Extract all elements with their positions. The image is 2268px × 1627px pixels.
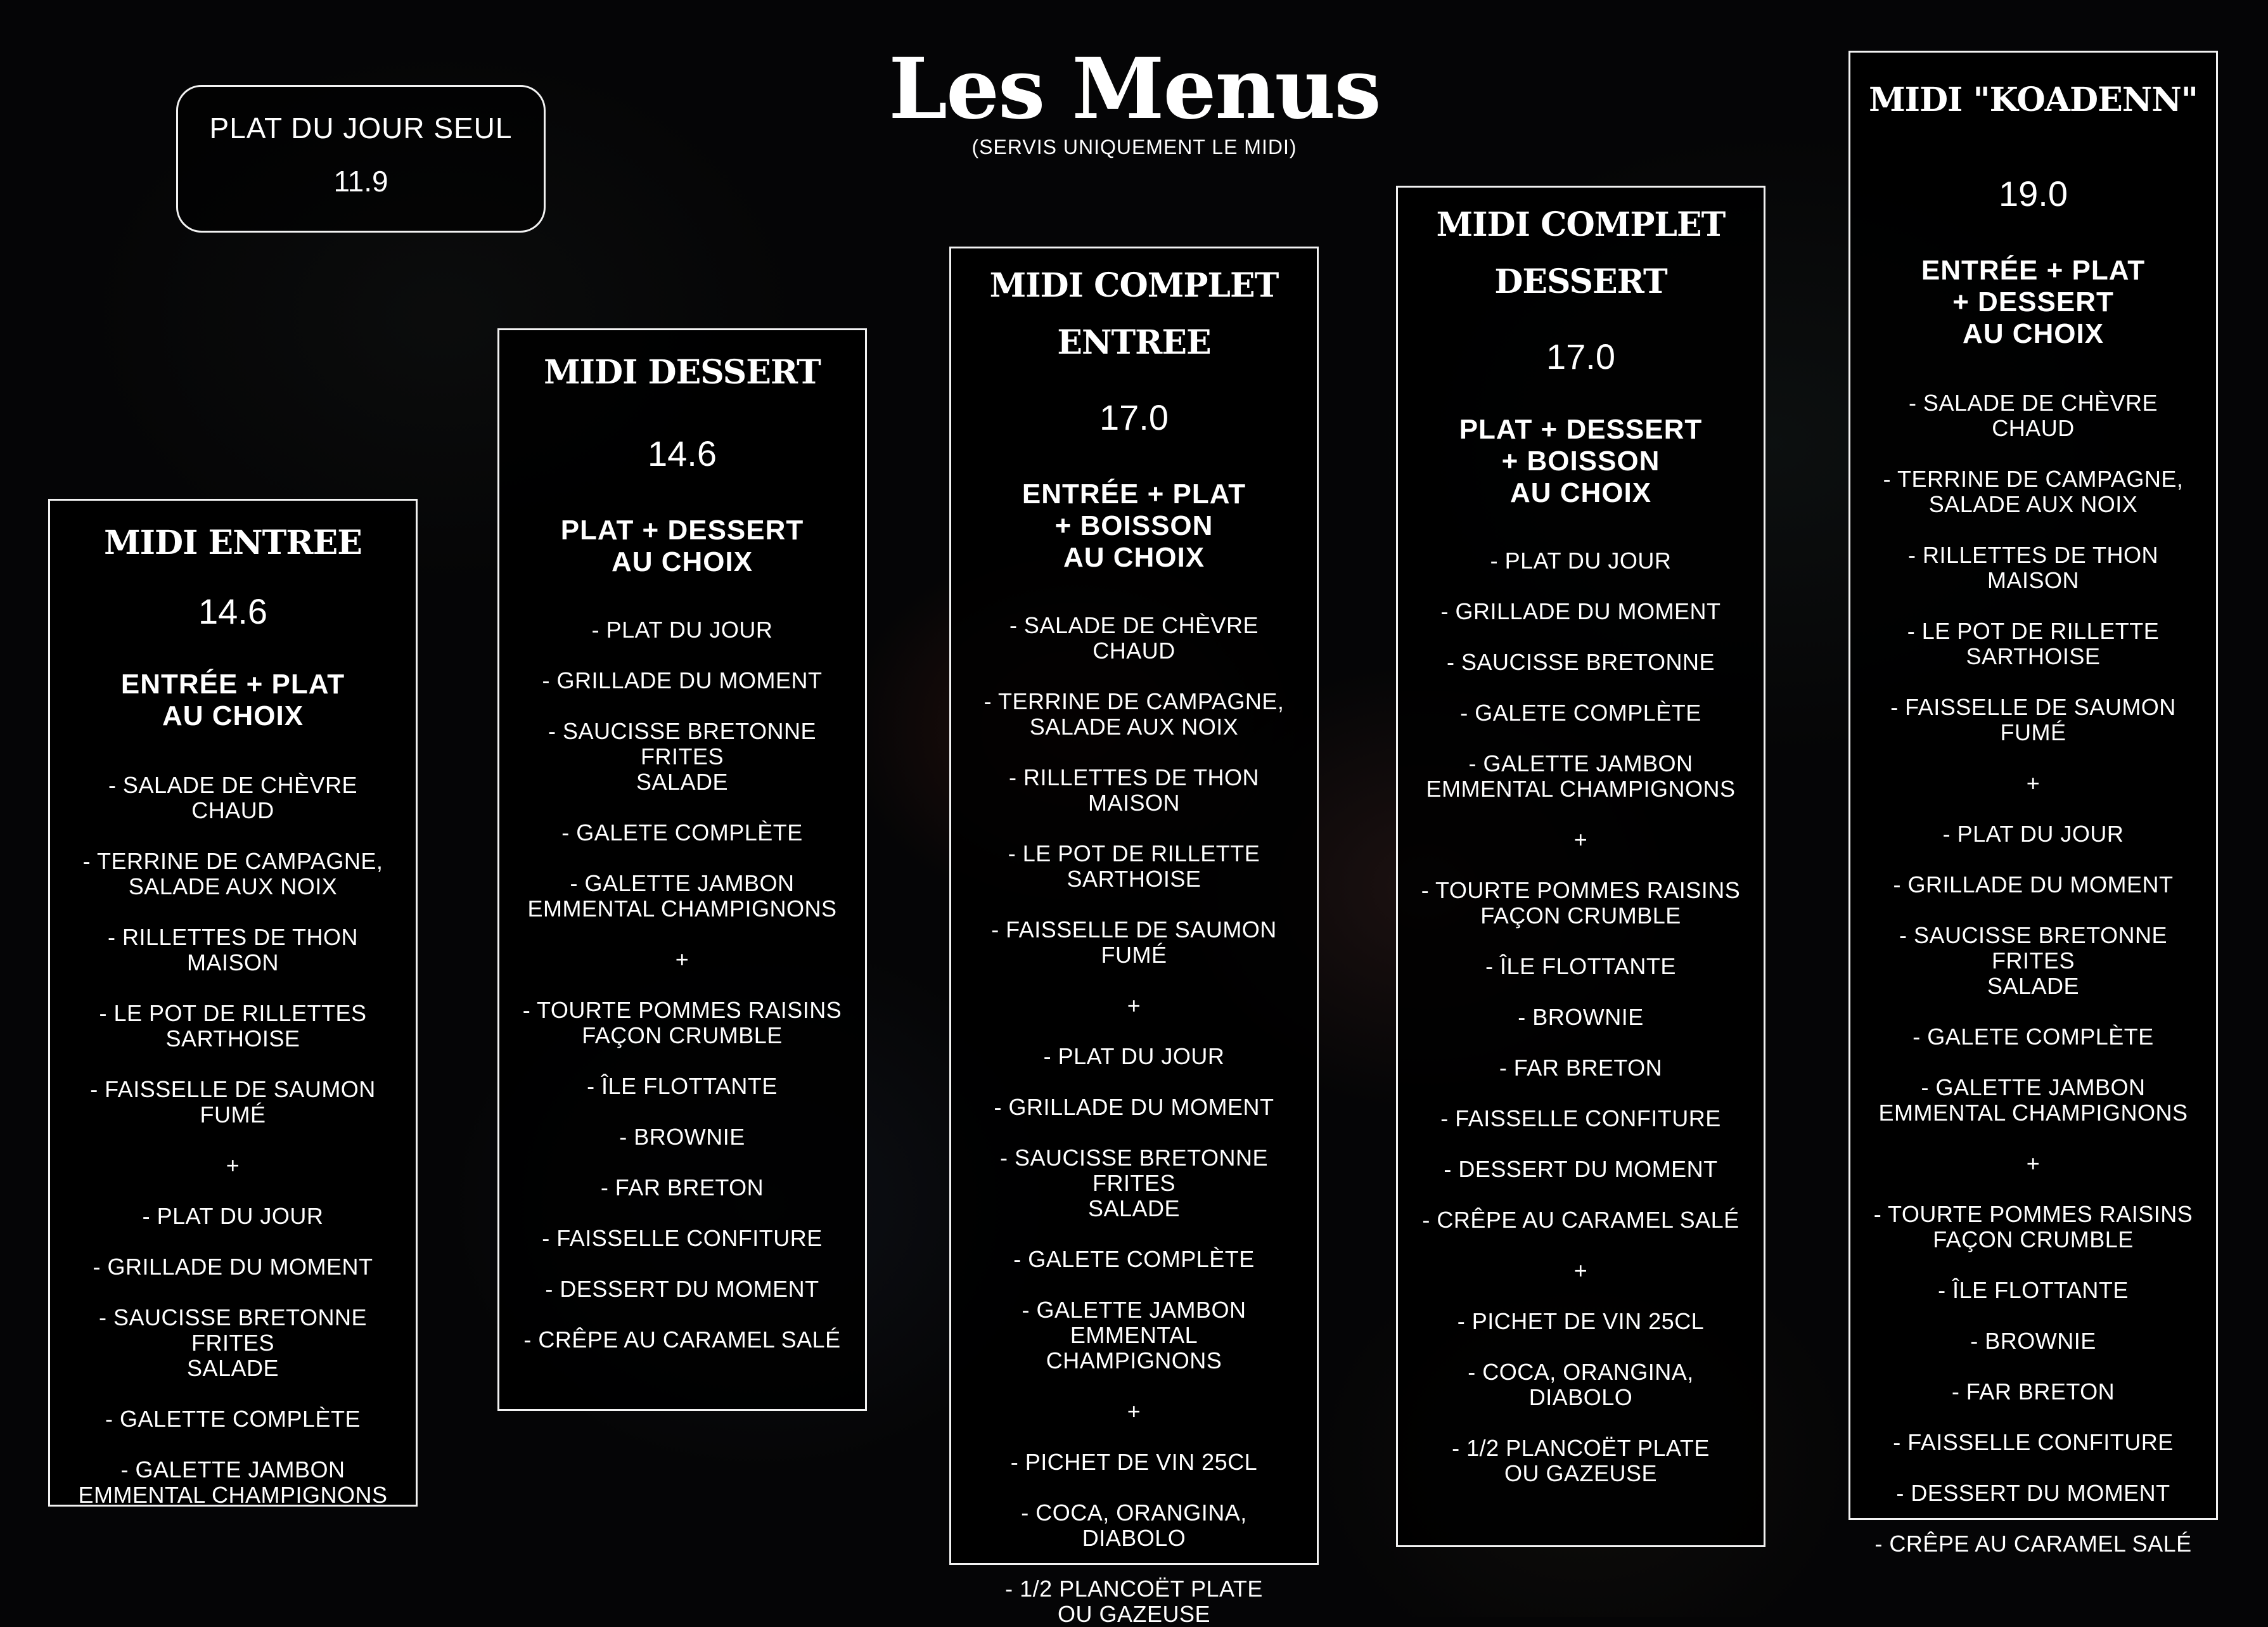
page-title: Les Menus xyxy=(888,40,1380,138)
menu-item: - PLAT DU JOUR xyxy=(1490,548,1672,574)
menu-card-midi-entree xyxy=(48,499,418,1507)
menu-card-midi-koadenn xyxy=(1848,51,2218,1557)
menu-item: - FAISSELLE CONFITURE xyxy=(1440,1105,1721,1131)
menu-items xyxy=(951,613,1317,1627)
menu-item: - TOURTE POMMES RAISINS FAÇON CRUMBLE xyxy=(522,997,842,1048)
menu-item: - GALETTE JAMBON EMMENTAL CHAMPIGNONS xyxy=(78,1457,388,1508)
formula-line: PLAT + DESSERT xyxy=(560,515,804,546)
menu-item: - GRILLADE DU MOMENT xyxy=(93,1254,373,1280)
menu-item: - CRÊPE AU CARAMEL SALÉ xyxy=(1422,1207,1739,1233)
menu-item: - BROWNIE xyxy=(619,1124,745,1150)
formula-line: AU CHOIX xyxy=(1509,477,1652,508)
menu-item: - PLAT DU JOUR xyxy=(1043,1043,1225,1069)
menu-item: - GALETTE JAMBON EMMENTAL CHAMPIGNONS xyxy=(527,870,837,922)
menu-item: - ÎLE FLOTTANTE xyxy=(587,1073,778,1099)
menu-formula xyxy=(1398,414,1764,509)
menu-formula xyxy=(951,479,1317,574)
menu-item: - RILLETTES DE THON MAISON xyxy=(108,924,358,975)
menu-item: - RILLETTES DE THON MAISON xyxy=(1908,542,2158,593)
menu-item: - GALETTE JAMBON EMMENTAL CHAMPIGNONS xyxy=(1878,1074,2188,1126)
menu-item: - ÎLE FLOTTANTE xyxy=(1938,1277,2129,1303)
menu-item: - CRÊPE AU CARAMEL SALÉ xyxy=(1874,1531,2192,1557)
menu-item: - FAISSELLE DE SAUMON FUMÉ xyxy=(991,916,1277,968)
menu-item: - SALADE DE CHÈVRE CHAUD xyxy=(1009,612,1259,664)
menu-name: MIDI COMPLET DESSERT xyxy=(1436,205,1726,301)
menu-item: - GRILLADE DU MOMENT xyxy=(994,1094,1274,1120)
menu-price: 17.0 xyxy=(1546,337,1615,376)
menu-separator: + xyxy=(675,946,689,972)
menu-item: - ÎLE FLOTTANTE xyxy=(1485,953,1676,979)
menu-items xyxy=(1850,390,2216,1557)
formula-line: AU CHOIX xyxy=(1063,542,1205,573)
menu-item: - FAR BRETON xyxy=(1499,1055,1663,1081)
formula-line: ENTRÉE + PLAT xyxy=(1022,479,1246,510)
menu-price: 17.0 xyxy=(1099,397,1169,437)
menu-price: 14.6 xyxy=(648,434,717,473)
page-subtitle: (SERVIS UNIQUEMENT LE MIDI) xyxy=(971,136,1297,158)
menu-item: - GALETE COMPLÈTE xyxy=(561,820,803,846)
menu-card-midi-complet-dessert xyxy=(1396,186,1765,1547)
menu-item: - GALETTE COMPLÈTE xyxy=(105,1406,361,1432)
menu-separator: + xyxy=(1127,1398,1141,1424)
menu-item: - GALETTE JAMBON EMMENTAL CHAMPIGNONS xyxy=(1022,1297,1246,1373)
menu-item: - BROWNIE xyxy=(1518,1004,1644,1030)
menu-item: - 1/2 PLANCOËT PLATE OU GAZEUSE xyxy=(1452,1435,1710,1486)
menu-separator: + xyxy=(1573,826,1588,852)
menu-item: - FAISSELLE DE SAUMON FUMÉ xyxy=(1890,694,2176,745)
menu-item: - COCA, ORANGINA, DIABOLO xyxy=(1021,1500,1247,1551)
menu-formula xyxy=(1850,255,2216,350)
menu-item: - DESSERT DU MOMENT xyxy=(1444,1156,1718,1182)
menu-item: - DESSERT DU MOMENT xyxy=(1896,1480,2170,1506)
menu-name: MIDI ENTREE xyxy=(104,524,362,562)
menu-item: - COCA, ORANGINA, DIABOLO xyxy=(1468,1359,1694,1410)
menu-item: - PLAT DU JOUR xyxy=(1942,821,2124,847)
menu-items xyxy=(499,617,865,1353)
menu-item: - CRÊPE AU CARAMEL SALÉ xyxy=(523,1327,841,1353)
menu-item: - GALETTE JAMBON EMMENTAL CHAMPIGNONS xyxy=(1426,750,1736,802)
menu-item: - TOURTE POMMES RAISINS FAÇON CRUMBLE xyxy=(1421,877,1741,929)
formula-line: + BOISSON xyxy=(1501,446,1660,477)
menu-item: - PICHET DE VIN 25CL xyxy=(1457,1308,1705,1334)
menu-item: - TERRINE DE CAMPAGNE, SALADE AUX NOIX xyxy=(82,848,383,899)
menu-separator: + xyxy=(226,1152,240,1178)
menu-item: - RILLETTES DE THON MAISON xyxy=(1009,764,1259,816)
menu-separator: + xyxy=(1127,993,1141,1019)
menu-item: - PICHET DE VIN 25CL xyxy=(1010,1449,1258,1475)
menu-separator: + xyxy=(2026,1150,2041,1176)
menu-item: - LE POT DE RILLETTE SARTHOISE xyxy=(1008,840,1260,892)
menu-item: - PLAT DU JOUR xyxy=(591,617,773,643)
menu-card-midi-complet-entree xyxy=(949,247,1319,1627)
menu-item: - TERRINE DE CAMPAGNE, SALADE AUX NOIX xyxy=(983,688,1285,740)
formula-line: ENTRÉE + PLAT xyxy=(1921,255,2146,286)
formula-line: AU CHOIX xyxy=(1962,318,2105,349)
menu-item: - GALETE COMPLÈTE xyxy=(1912,1024,2154,1050)
menu-item: - GALETE COMPLÈTE xyxy=(1013,1246,1255,1272)
menu-name: MIDI COMPLET ENTREE xyxy=(989,266,1279,362)
menu-item: - FAISSELLE CONFITURE xyxy=(1893,1429,2174,1455)
menu-item: - LE POT DE RILLETTES SARTHOISE xyxy=(99,1000,367,1051)
formula-line: + DESSERT xyxy=(1952,286,2114,318)
menu-item: - GRILLADE DU MOMENT xyxy=(1893,871,2174,897)
menu-item: - FAISSELLE DE SAUMON FUMÉ xyxy=(90,1076,376,1128)
plat-du-jour-label: PLAT DU JOUR SEUL xyxy=(209,112,513,145)
menu-formula xyxy=(499,515,865,578)
menu-item: - SAUCISSE BRETONNE FRITES SALADE xyxy=(99,1304,367,1381)
menu-item: - FAR BRETON xyxy=(600,1174,764,1200)
menu-item: - GRILLADE DU MOMENT xyxy=(1440,598,1721,624)
formula-line: AU CHOIX xyxy=(162,700,304,731)
menu-item: - GALETE COMPLÈTE xyxy=(1460,700,1701,726)
menu-card-midi-dessert xyxy=(497,328,867,1411)
menu-item: - 1/2 PLANCOËT PLATE OU GAZEUSE xyxy=(1005,1576,1263,1627)
menu-item: - SALADE DE CHÈVRE CHAUD xyxy=(1908,390,2158,441)
menu-item: - FAISSELLE CONFITURE xyxy=(542,1225,823,1251)
menu-item: - PLAT DU JOUR xyxy=(142,1203,324,1229)
menu-item: - SAUCISSE BRETONNE FRITES SALADE xyxy=(1899,922,2167,999)
plat-du-jour-price: 11.9 xyxy=(333,165,388,198)
formula-line: + BOISSON xyxy=(1054,510,1214,541)
menu-item: - TOURTE POMMES RAISINS FAÇON CRUMBLE xyxy=(1873,1201,2193,1252)
menu-item: - GRILLADE DU MOMENT xyxy=(542,667,823,693)
menu-separator: + xyxy=(2026,770,2041,796)
menu-name: MIDI DESSERT xyxy=(544,353,821,392)
menu-item: - SAUCISSE BRETONNE FRITES SALADE xyxy=(1000,1145,1268,1221)
menu-price: 14.6 xyxy=(198,591,267,631)
menu-item: - FAR BRETON xyxy=(1951,1379,2115,1405)
menu-item: - LE POT DE RILLETTE SARTHOISE xyxy=(1907,618,2160,669)
menu-items xyxy=(1398,548,1764,1486)
menu-item: - TERRINE DE CAMPAGNE, SALADE AUX NOIX xyxy=(1883,466,2184,517)
menu-price: 19.0 xyxy=(1999,174,2068,214)
menu-item: - SAUCISSE BRETONNE xyxy=(1447,649,1715,675)
menu-formula xyxy=(50,669,416,732)
formula-line: PLAT + DESSERT xyxy=(1459,414,1703,445)
menu-item: - DESSERT DU MOMENT xyxy=(545,1276,819,1302)
menu-separator: + xyxy=(1573,1257,1588,1283)
menu-item: - SALADE DE CHÈVRE CHAUD xyxy=(108,772,358,823)
menu-item: - SAUCISSE BRETONNE FRITES SALADE xyxy=(548,718,816,795)
menu-name: MIDI "KOADENN" xyxy=(1869,80,2198,119)
menu-items xyxy=(50,773,416,1508)
formula-line: ENTRÉE + PLAT xyxy=(120,669,345,700)
formula-line: AU CHOIX xyxy=(611,546,753,577)
menu-item: - BROWNIE xyxy=(1970,1328,2096,1354)
plat-du-jour-box xyxy=(176,85,546,233)
